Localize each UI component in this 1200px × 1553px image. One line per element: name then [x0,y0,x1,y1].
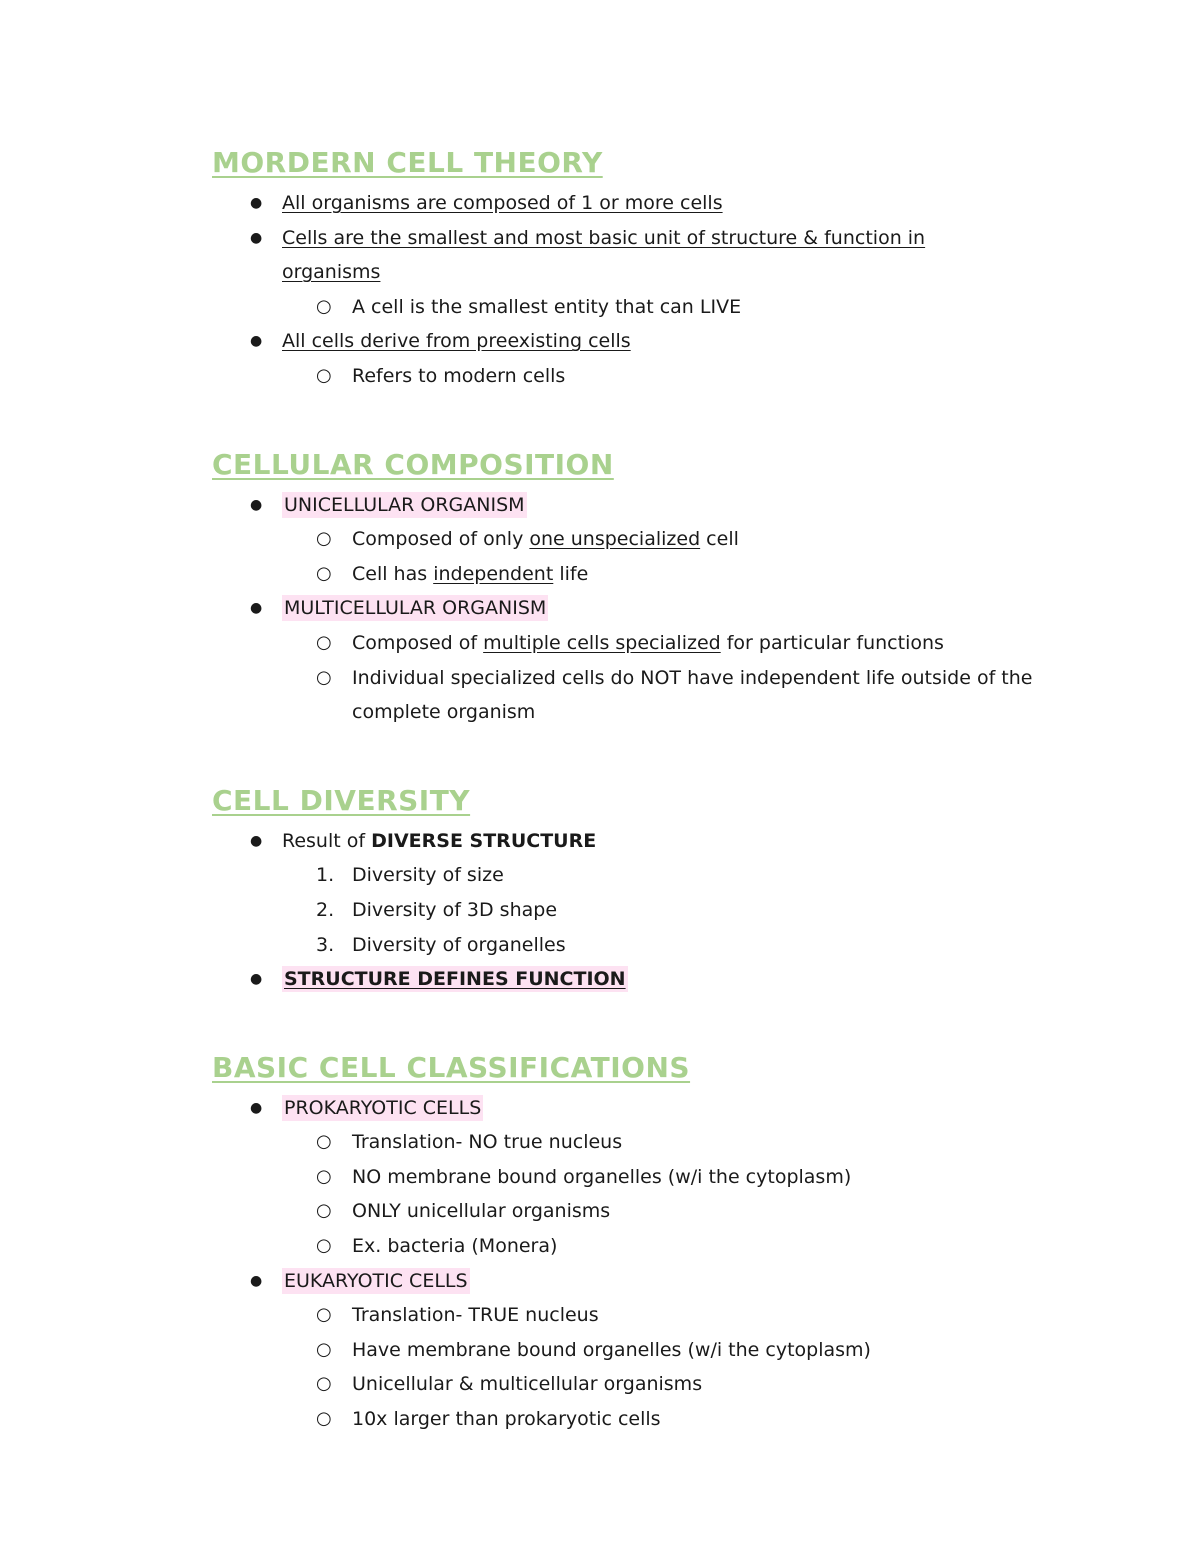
circle-bullet-icon: ○ [316,1131,332,1153]
list-item: ● All organisms are composed of 1 or more cells [212,186,1072,221]
circle-bullet-icon: ○ [316,562,332,584]
list-item: ● UNICELLULAR ORGANISM [212,488,1072,523]
list-item: ○ Individual specialized cells do NOT have independent life outside of the complete organism [212,661,1072,730]
circle-bullet-icon: ○ [316,1373,332,1395]
list-item: ○ Have membrane bound organelles (w/i the cytoplasm) [212,1333,1072,1368]
circle-bullet-icon: ○ [316,1165,332,1187]
list-item: ○ A cell is the smallest entity that can LIVE [212,290,1072,325]
bullet-icon: ● [250,1099,263,1116]
list-item: ● PROKARYOTIC CELLS [212,1091,1072,1126]
bullet-icon: ● [250,1272,263,1289]
list-number: 3. [316,933,335,956]
circle-bullet-icon: ○ [316,1408,332,1430]
list-item: 1. Diversity of size [212,858,1072,893]
list-item: ○ Translation- TRUE nucleus [212,1298,1072,1333]
list-item: ○ ONLY unicellular organisms [212,1194,1072,1229]
list-number: 1. [316,864,335,887]
list-item: ○ Cell has independent life [212,557,1072,592]
bullet-icon: ● [250,971,263,988]
document-page [212,140,1072,1437]
list-item: ○ Refers to modern cells [212,359,1072,394]
circle-bullet-icon: ○ [316,1304,332,1326]
list-item: ○ NO membrane bound organelles (w/i the cytoplasm) [212,1160,1072,1195]
circle-bullet-icon: ○ [316,295,332,317]
list-item: ● All cells derive from preexisting cells [212,324,1072,359]
circle-bullet-icon: ○ [316,631,332,653]
list-item: ○ Composed of only one unspecialized cell [212,522,1072,557]
list-item: 3. Diversity of organelles [212,928,1072,963]
bullet-icon: ● [250,229,263,246]
circle-bullet-icon: ○ [316,364,332,386]
section-heading: CELL DIVERSITY [212,783,471,817]
bullet-icon: ● [250,600,263,617]
list-item: ● MULTICELLULAR ORGANISM [212,591,1072,626]
list-item: ● Cells are the smallest and most basic unit of structure & function in organisms [212,221,1072,290]
list-number: 2. [316,898,335,921]
bullet-icon: ● [250,496,263,513]
circle-bullet-icon: ○ [316,666,332,688]
circle-bullet-icon: ○ [316,528,332,550]
circle-bullet-icon: ○ [316,1235,332,1257]
list-item: ○ Ex. bacteria (Monera) [212,1229,1072,1264]
list-item: ○ Composed of multiple cells specialized for particular functions [212,626,1072,661]
section-heading: CELLULAR COMPOSITION [212,447,614,481]
list-item: ○ Translation- NO true nucleus [212,1125,1072,1160]
list-item: ○ 10x larger than prokaryotic cells [212,1402,1072,1437]
list-item: ● STRUCTURE DEFINES FUNCTION [212,962,1072,997]
list-item: 2. Diversity of 3D shape [212,893,1072,928]
bullet-icon: ● [250,832,263,849]
bullet-icon: ● [250,333,263,350]
section-heading: MORDERN CELL THEORY [212,146,603,179]
bullet-icon: ● [250,195,263,211]
list-item: ● Result of DIVERSE STRUCTURE [212,824,1072,859]
circle-bullet-icon: ○ [316,1200,332,1222]
list-item: ● EUKARYOTIC CELLS [212,1264,1072,1299]
section-heading: BASIC CELL CLASSIFICATIONS [212,1050,691,1084]
circle-bullet-icon: ○ [316,1338,332,1360]
list-item: ○ Unicellular & multicellular organisms [212,1367,1072,1402]
